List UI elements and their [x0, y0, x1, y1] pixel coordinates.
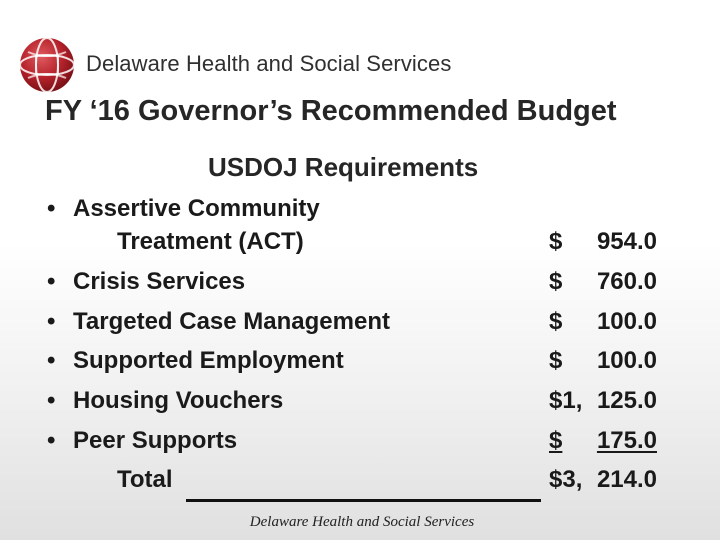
value: 100.0 — [596, 308, 657, 335]
currency: $ — [549, 347, 563, 374]
total-row — [0, 463, 720, 497]
bullet: • — [47, 427, 56, 454]
list-item — [0, 344, 720, 378]
total-label: Total — [117, 466, 173, 493]
item-amount — [549, 225, 657, 259]
footer-divider — [186, 499, 541, 502]
bullet: • — [47, 268, 56, 295]
list-item — [0, 424, 720, 458]
value: 214.0 — [596, 466, 657, 493]
item-amount — [549, 305, 657, 339]
item-label: Assertive Community — [73, 195, 320, 222]
currency: $1, — [549, 387, 583, 414]
currency: $ — [549, 427, 563, 454]
item-amount — [549, 344, 657, 378]
value: 175.0 — [596, 427, 657, 454]
value: 100.0 — [596, 347, 657, 374]
item-amount — [549, 265, 657, 299]
organization-name: Delaware Health and Social Services — [86, 51, 452, 76]
item-label: Supported Employment — [73, 347, 344, 374]
currency: $ — [549, 308, 563, 335]
page-title: FY ‘16 Governor’s Recommended Budget — [45, 95, 617, 127]
list-item — [0, 265, 720, 299]
list-item-continuation — [0, 225, 720, 259]
bullet: • — [47, 347, 56, 374]
value: 125.0 — [596, 387, 657, 414]
item-label: Crisis Services — [73, 268, 246, 295]
value: 760.0 — [596, 268, 657, 295]
currency: $ — [549, 268, 563, 295]
bullet: • — [47, 387, 56, 414]
bullet: • — [47, 308, 56, 335]
item-amount — [549, 384, 657, 418]
list-item — [0, 305, 720, 339]
page-subtitle: USDOJ Requirements — [208, 152, 479, 182]
item-amount — [549, 424, 657, 458]
item-label: Targeted Case Management — [73, 308, 390, 335]
currency: $ — [549, 228, 563, 255]
value: 954.0 — [596, 228, 657, 255]
item-label: Housing Vouchers — [73, 387, 284, 414]
currency: $3, — [549, 466, 583, 493]
list-item — [0, 192, 720, 226]
bullet: • — [47, 195, 56, 222]
item-label: Treatment (ACT) — [117, 228, 304, 255]
total-amount — [549, 463, 657, 497]
item-label: Peer Supports — [73, 427, 238, 454]
list-item — [0, 384, 720, 418]
footer-text: Delaware Health and Social Services — [249, 514, 475, 530]
